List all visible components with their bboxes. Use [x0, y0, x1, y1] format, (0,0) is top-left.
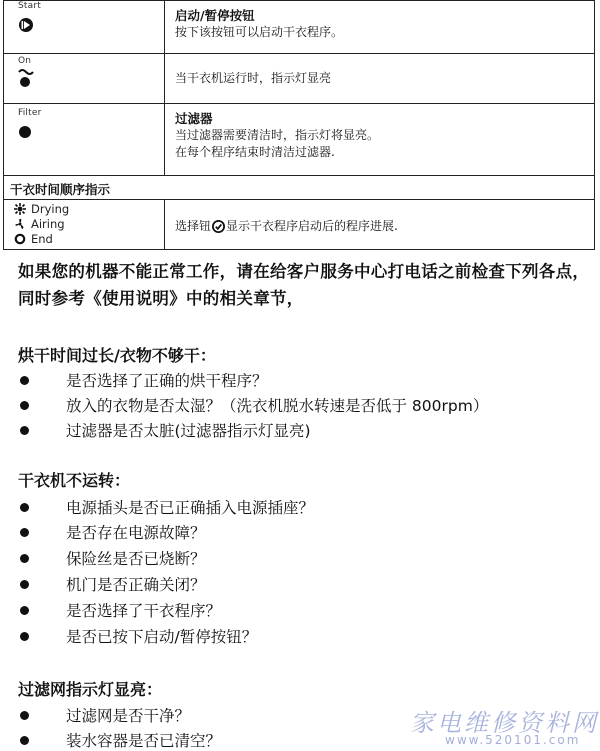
bullet-icon	[20, 528, 29, 537]
table-cell-icon	[4, 1, 165, 54]
list-item	[18, 599, 221, 621]
list-item-text: 装水容器是否已清空？	[66, 732, 222, 750]
list-item-text: 放入的衣物是否太湿？（洗衣机脱水转速是否低于 800rpm）	[66, 397, 489, 415]
end-icon	[14, 233, 26, 245]
bullet-icon	[20, 736, 29, 745]
table-row	[4, 54, 595, 104]
program-selector-icon	[212, 220, 225, 233]
table-section-row	[4, 176, 595, 200]
table-cell-icon	[4, 54, 165, 104]
table-cell-modes	[4, 200, 165, 250]
table-row	[4, 200, 595, 250]
section-heading: 过滤网指示灯显亮：	[18, 680, 163, 699]
start-pause-icon	[18, 17, 34, 37]
power-on-indicator-icon	[18, 66, 34, 94]
bullet-icon	[20, 554, 29, 563]
feature-table	[3, 0, 595, 250]
table-cell-desc	[165, 200, 595, 250]
list-item	[18, 419, 311, 441]
bullet-icon	[20, 503, 29, 512]
bullet-icon	[20, 632, 29, 641]
section-title: 干衣时间顺序指示	[4, 176, 595, 200]
list-item	[18, 547, 206, 569]
bullet-icon	[20, 606, 29, 615]
table-cell-desc	[165, 54, 595, 104]
table-cell-desc	[165, 104, 595, 176]
bullet-icon	[20, 376, 29, 385]
table-row	[4, 1, 595, 54]
row-title: 启动/暂停按钮	[175, 8, 255, 23]
list-item	[18, 521, 206, 543]
mode-end	[14, 232, 53, 246]
control-label: On	[18, 56, 32, 66]
row-desc: 按下该按钮可以启动干衣程序。	[175, 25, 344, 39]
section-heading: 烘干时间过长/衣物不够干：	[18, 346, 216, 365]
row-desc: 当干衣机运行时，指示灯显亮	[175, 71, 332, 85]
bullet-icon	[20, 426, 29, 435]
list-item	[18, 394, 488, 416]
list-item-text: 过滤网是否干净？	[66, 707, 191, 725]
mode-label: End	[31, 232, 53, 246]
list-item-text: 是否选择了干衣程序？	[66, 602, 222, 620]
bullet-icon	[20, 401, 29, 410]
row-desc: 在每个程序结束时清洁过滤器.	[175, 145, 335, 159]
drying-icon	[14, 203, 26, 215]
row-title: 过滤器	[175, 111, 213, 126]
table-cell-desc	[165, 1, 595, 54]
bullet-icon	[20, 711, 29, 720]
list-item	[18, 496, 314, 518]
list-item-text: 是否存在电源故障？	[66, 524, 206, 542]
list-item-text: 是否选择了正确的烘干程序？	[66, 372, 268, 390]
mode-label: Airing	[31, 217, 65, 231]
mode-desc-after: 显示干衣程序启动后的程序进展.	[226, 219, 398, 233]
site-watermark: 家电维修资料网	[410, 709, 599, 737]
intro-paragraph: 如果您的机器不能正常工作，请在给客户服务中心打电话之前检查下列各点，同时参考《使用说明》中的相关章节，	[18, 262, 590, 308]
mode-label: Drying	[31, 202, 70, 216]
mode-desc-before: 选择钮	[175, 219, 212, 233]
mode-airing	[14, 217, 65, 231]
list-item	[18, 729, 221, 751]
list-item	[18, 704, 190, 726]
list-item-text: 保险丝是否已烧断？	[66, 550, 206, 568]
list-item-text: 机门是否正确关闭？	[66, 576, 206, 594]
list-item-text: 是否已按下启动/暂停按钮？	[66, 628, 258, 646]
table-row	[4, 104, 595, 176]
list-item	[18, 369, 268, 391]
list-item	[18, 625, 257, 647]
row-desc: 当过滤器需要清洁时，指示灯将显亮。	[175, 128, 380, 142]
filter-indicator-icon	[18, 124, 32, 143]
section-heading: 干衣机不运转：	[18, 471, 131, 490]
control-label: Filter	[18, 108, 42, 118]
site-watermark-url: www.520101.com	[445, 733, 581, 747]
list-item	[18, 573, 206, 595]
bullet-icon	[20, 580, 29, 589]
mode-drying	[14, 202, 69, 216]
control-label: Start	[18, 1, 41, 11]
list-item-text: 电源插头是否已正确插入电源插座？	[66, 499, 315, 517]
list-item-text: 过滤器是否太脏(过滤器指示灯显亮)	[66, 422, 311, 440]
airing-fan-icon	[14, 218, 26, 230]
row-desc	[175, 214, 594, 235]
table-cell-icon	[4, 104, 165, 176]
